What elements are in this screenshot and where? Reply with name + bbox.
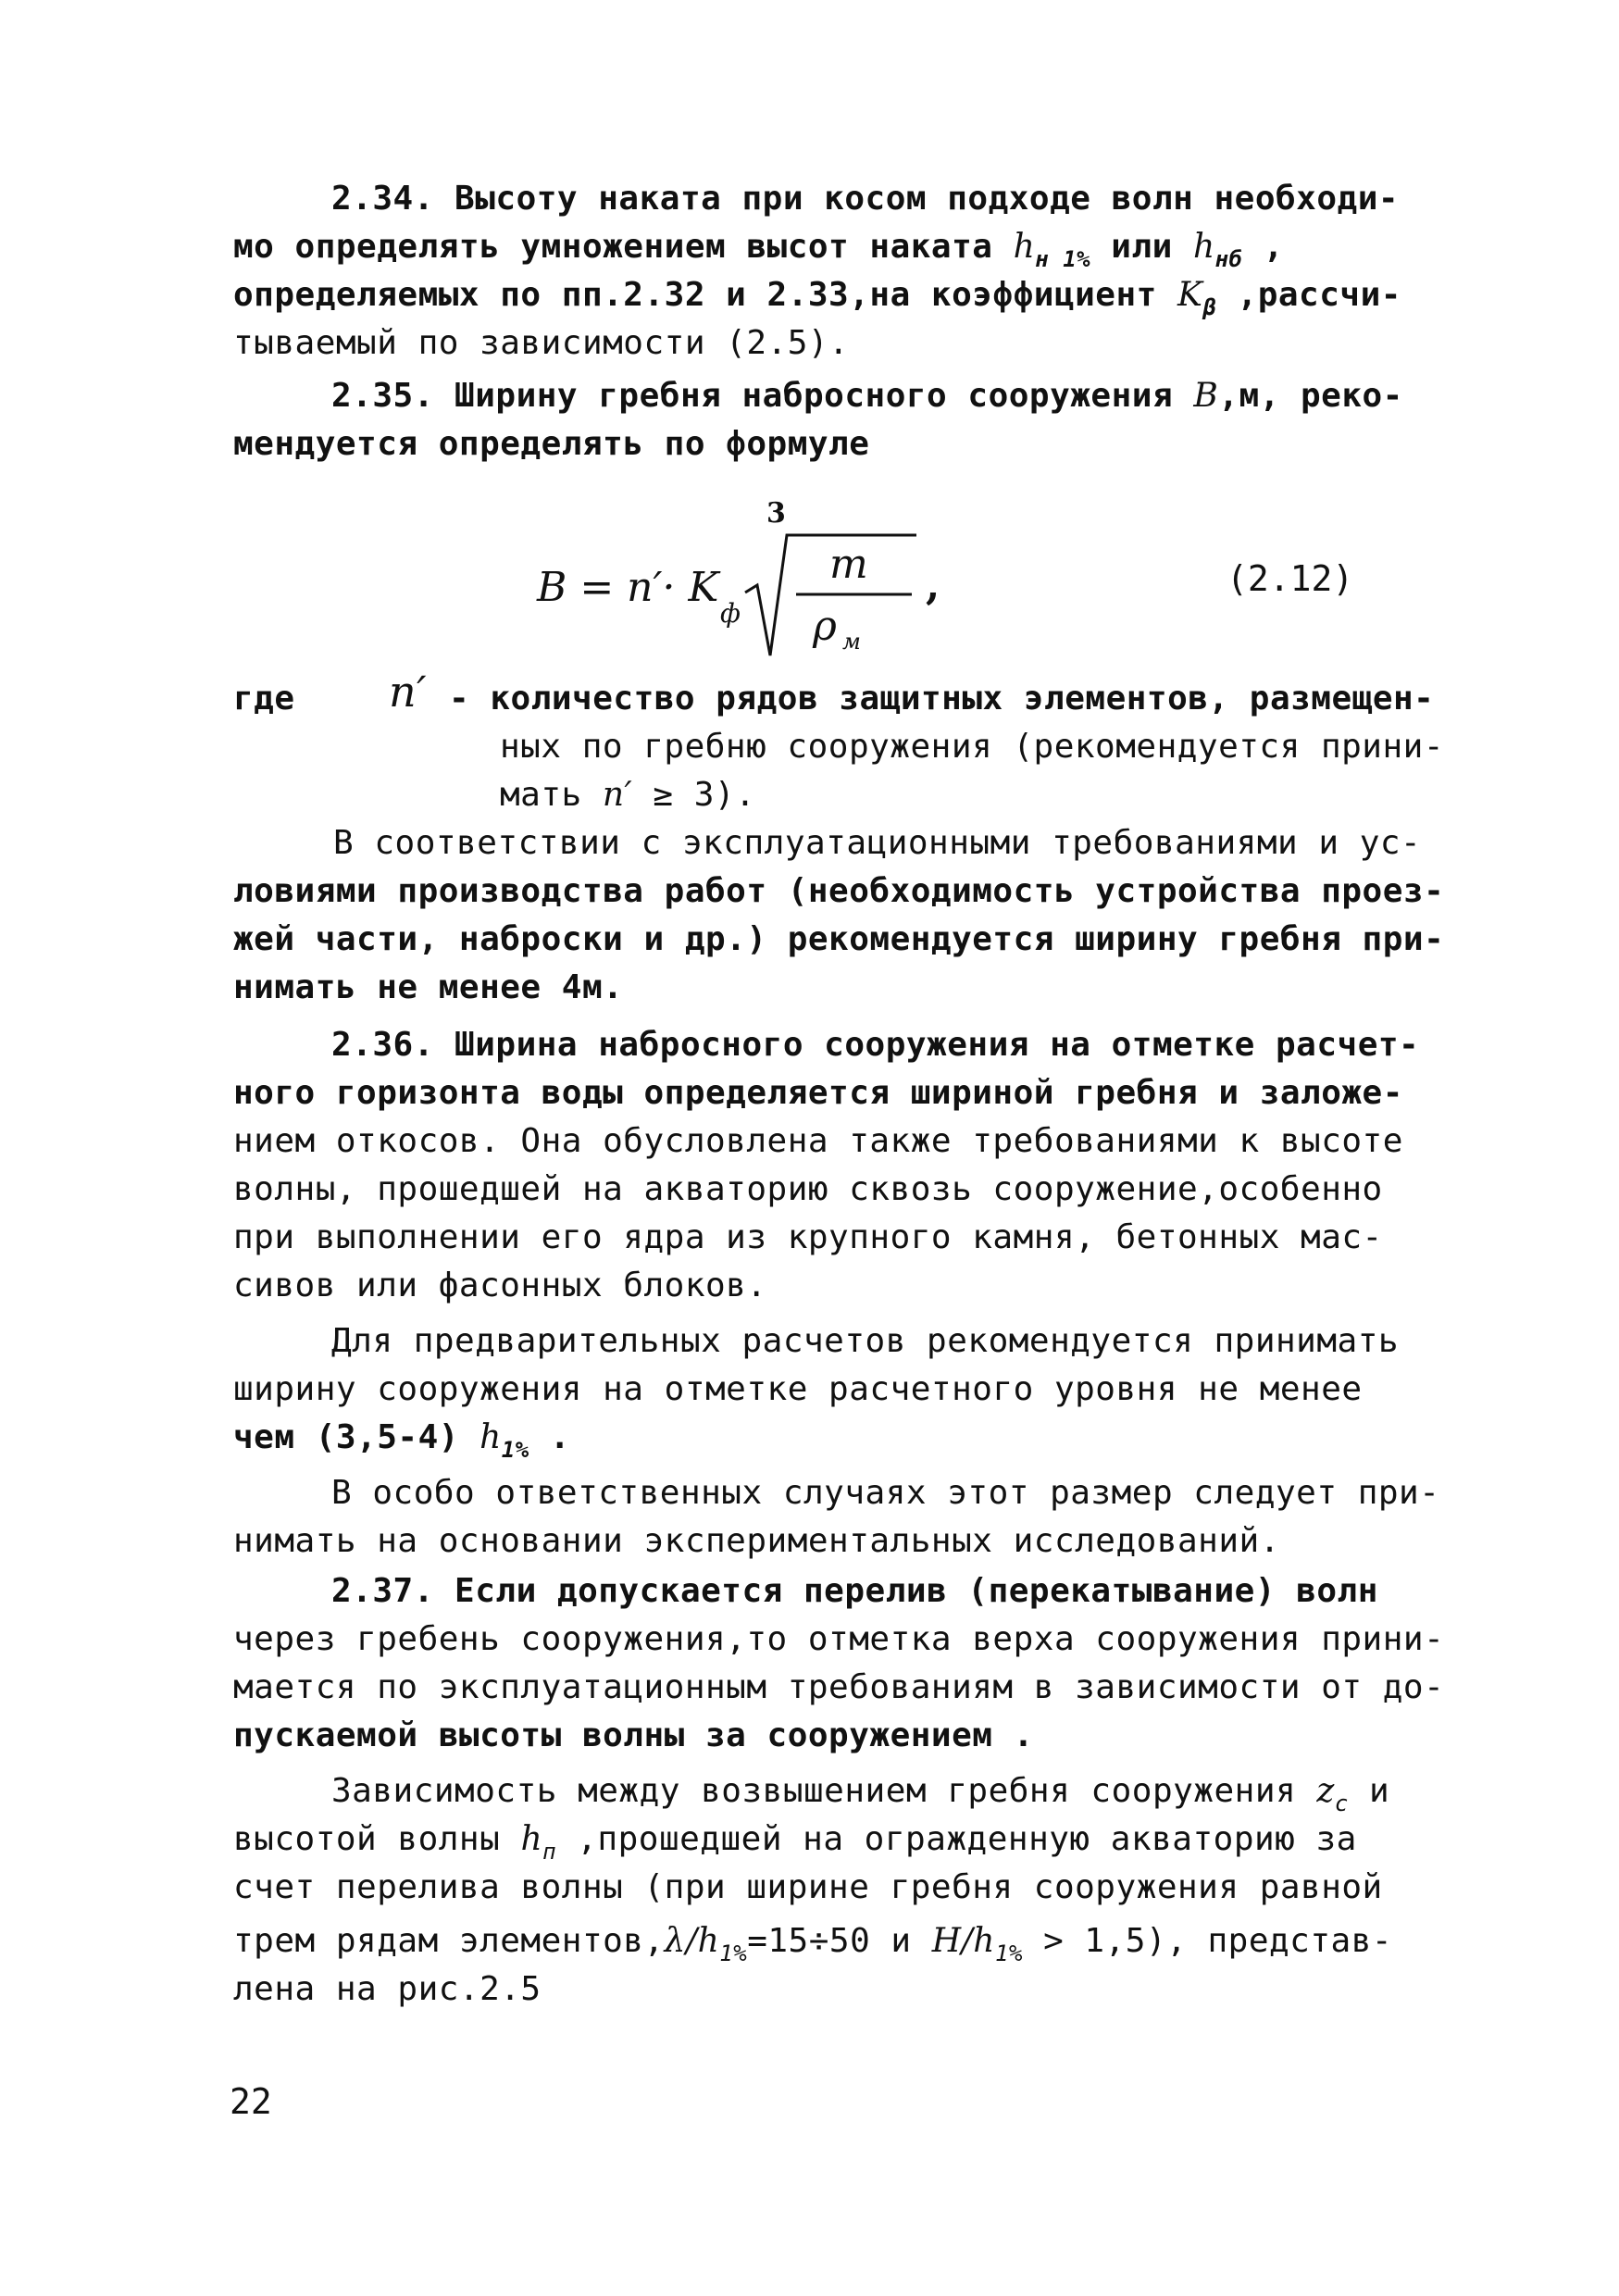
fraction-denominator-subscript: м — [842, 629, 861, 655]
text-run: при выполнении его ядра из крупного камня, бетонных мас- — [233, 1218, 1383, 1256]
text-line — [233, 1616, 1444, 1663]
text-run: ловиями производства работ (необходимость устройства проез- — [233, 872, 1445, 910]
where-symbol — [389, 668, 427, 715]
text-run: сивов или фасонных блоков. — [233, 1267, 767, 1304]
math-symbol: z — [1316, 1772, 1335, 1810]
fraction-denominator: ρ — [813, 603, 837, 650]
where-label — [233, 676, 295, 722]
math-symbol: n′ — [389, 667, 428, 717]
text-line — [233, 1070, 1403, 1117]
text-run: мо определять умножением высот наката — [233, 228, 1014, 266]
text-line — [233, 965, 623, 1011]
text-run: где — [233, 680, 295, 718]
equation-number: (2.12) — [1227, 558, 1354, 599]
text-run: счет перелива волны (при ширине гребня сооружения равной — [233, 1868, 1383, 1906]
text-run: мается по эксплуатационным требованиям в зависимости от до- — [233, 1668, 1445, 1706]
text-line — [233, 421, 869, 468]
math-symbol: B — [1193, 377, 1219, 415]
text-line — [331, 1470, 1439, 1516]
text-line — [331, 1568, 1378, 1615]
text-line — [233, 1865, 1383, 1911]
text-run: ,рассчи- — [1216, 276, 1401, 314]
fraction-numerator: m — [829, 541, 868, 588]
text-run: мать — [500, 776, 603, 814]
math-subscript: β — [1202, 294, 1217, 320]
math-subscript: с — [1334, 1791, 1349, 1816]
text-line — [233, 1215, 1383, 1261]
text-run: ≥ 3). — [632, 776, 756, 814]
text-line — [233, 1366, 1363, 1413]
text-run: 2.34. Высоту наката при косом подходе волн необходи- — [331, 180, 1400, 218]
text-run: волны, прошедшей на акваторию сквозь сооружение,особенно — [233, 1170, 1383, 1208]
text-line — [449, 676, 1434, 722]
text-run: нимать не менее 4м. — [233, 968, 624, 1006]
text-run: 2.36. Ширина набросного сооружения на отметке расчет- — [331, 1026, 1420, 1064]
text-line — [233, 1713, 1034, 1759]
text-run: . — [529, 1418, 571, 1456]
text-run: нимать на основании экспериментальных исследований. — [233, 1522, 1280, 1560]
text-line — [233, 1118, 1403, 1165]
formula-lhs: B = n′· K — [537, 564, 719, 611]
text-run: высотой волны — [233, 1820, 521, 1858]
text-line — [233, 917, 1444, 963]
root-index: 3 — [766, 497, 786, 530]
text-line — [233, 1263, 767, 1309]
math-symbol: h — [479, 1418, 502, 1456]
page-number: 22 — [230, 2081, 272, 2122]
text-run: > 1,5), представ- — [1022, 1922, 1393, 1960]
text-line — [331, 1022, 1419, 1068]
text-run: ных по гребню сооружения (рекомендуется прини- — [500, 728, 1444, 766]
text-line — [500, 772, 755, 818]
math-fraction: λ/h — [664, 1922, 720, 1960]
text-line — [333, 820, 1421, 867]
text-run: ,м, реко- — [1218, 377, 1403, 415]
math-subscript: п — [542, 1839, 557, 1865]
text-run: ного горизонта воды определяется шириной гребня и заложе- — [233, 1074, 1403, 1112]
text-run: трем рядам элементов, — [233, 1922, 665, 1960]
text-run: тываемый по зависимости (2.5). — [233, 324, 850, 362]
text-line — [233, 320, 849, 367]
text-run: нием откосов. Она обусловлена также требованиями к высоте — [233, 1122, 1403, 1160]
text-run: пускаемой высоты волны за сооружением . — [233, 1716, 1034, 1754]
text-run: Зависимость между возвышением гребня сооружения — [331, 1772, 1317, 1810]
text-run: Для предварительных расчетов рекомендуется принимать — [331, 1322, 1400, 1360]
text-run: - количество рядов защитных элементов, размещен- — [449, 680, 1435, 718]
math-symbol: h — [520, 1820, 543, 1858]
text-run: В особо ответственных случаях этот размер следует при- — [331, 1474, 1440, 1512]
formula-lhs-subscript: ф — [720, 598, 741, 629]
text-run: =15÷50 и — [747, 1922, 932, 1960]
text-line — [233, 1966, 542, 2013]
math-subscript: 1% — [719, 1940, 748, 1966]
math-symbol: n′ — [602, 776, 633, 814]
text-run: ,прошедшей на огражденную акваторию за — [556, 1820, 1357, 1858]
math-symbol: h — [1192, 228, 1215, 266]
text-run: , — [1242, 228, 1284, 266]
text-line — [233, 1415, 570, 1473]
text-line — [233, 1518, 1280, 1565]
math-subscript: н 1% — [1035, 246, 1091, 272]
text-line — [331, 176, 1399, 222]
text-run: лена на рис.2.5 — [233, 1970, 542, 2008]
math-subscript: 1% — [501, 1437, 529, 1463]
text-run: В соответствии с эксплуатационными требованиями и ус- — [333, 824, 1422, 862]
text-line — [500, 724, 1444, 770]
text-run: жей части, наброски и др.) рекомендуется ширину гребня при- — [233, 920, 1445, 958]
text-run: через гребень сооружения,то отметка верха сооружения прини- — [233, 1620, 1445, 1658]
math-symbol: K — [1177, 276, 1203, 314]
text-line — [233, 1167, 1383, 1213]
text-line — [331, 1318, 1399, 1365]
text-run: или — [1090, 228, 1193, 266]
text-run: ширину сооружения на отметке расчетного уровня не менее — [233, 1370, 1363, 1408]
math-subscript: нб — [1214, 246, 1243, 272]
text-run: и — [1348, 1772, 1390, 1810]
formula-trailing-comma: , — [926, 562, 940, 609]
math-subscript: 1% — [995, 1940, 1023, 1966]
text-run: мендуется определять по формуле — [233, 425, 870, 463]
text-run: 2.37. Если допускается перелив (перекатывание) волн — [331, 1572, 1378, 1610]
formula-2-12 — [518, 491, 981, 667]
math-fraction: H/h — [931, 1922, 995, 1960]
math-symbol: h — [1013, 228, 1036, 266]
text-run: определяемых по пп.2.32 и 2.33,на коэффициент — [233, 276, 1177, 314]
text-line — [233, 868, 1444, 915]
text-line — [331, 373, 1403, 419]
text-run: 2.35. Ширину гребня набросного сооружения — [331, 377, 1194, 415]
text-run: чем (3,5-4) — [233, 1418, 480, 1456]
text-line — [233, 1665, 1444, 1711]
